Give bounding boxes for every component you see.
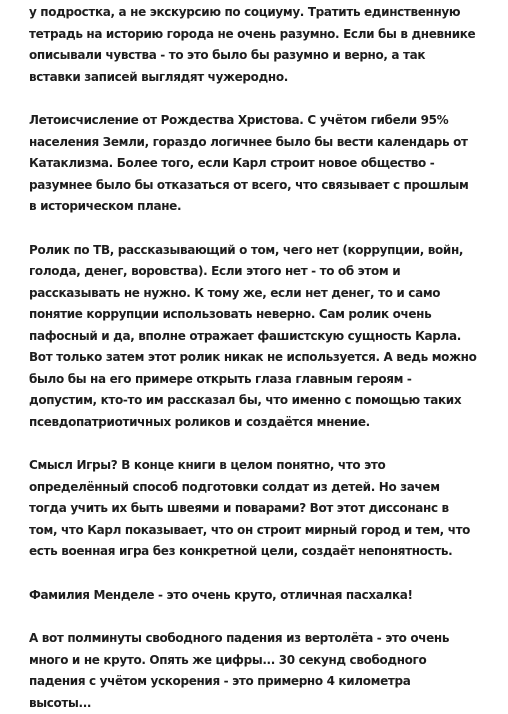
paragraph-free-fall: А вот полминуты свободного падения из вертолёта - это очень много и не круто. Опять же цифры... 30 секунд свободного падения с учётом ускорения - это примерно 4 километра высоты... (29, 631, 450, 710)
paragraph-game-meaning: Смысл Игры? В конце книги в целом понятно, что это определённый способ подготовки солдат из детей. Но зачем тогда учить их быть швеями и поварами? Вот этот диссонанс в том, что Карл показывает, что он строит мирный город и тем, что есть военная игра без конкретной цели, создаёт непонятность. (29, 458, 471, 558)
paragraph-calendar: Летоисчисление от Рождества Христова. С учётом гибели 95% населения Земли, гораздо логичнее было бы вести календарь от Катаклизма. Более того, если Карл строит новое общество - разумнее было бы отказаться от всего, что связывает с прошлым в историческом плане. (29, 113, 469, 213)
paragraph-diary-critique: у подростка, а не экскурсию по социуму. Тратить единственную тетрадь на историю города не очень разумно. Если бы в дневнике описывали чувства - то это было бы разумно и верно, а так вставки записей выглядят чужеродно. (29, 5, 476, 84)
paragraph-tv-clip: Ролик по ТВ, рассказывающий о том, чего нет (коррупции, войн, голода, денег, воровства). Если этого нет - то об этом и рассказывать не нужно. К тому же, если нет денег, то и само понятие коррупции использовать неверно. Сам ролик очень пафосный и да, вполне отражает фашистскую сущность Карла. Вот только затем этот ролик никак не используется. А ведь можно было бы на его примере открыть глаза главным героям - допустим, кто-то им рассказал бы, что именно с помощью таких псевдопатриотичных роликов и создаётся мнение. (29, 242, 477, 429)
paragraph-surname: Фамилия Менделе - это очень круто, отличная пасхалка! (29, 587, 413, 602)
